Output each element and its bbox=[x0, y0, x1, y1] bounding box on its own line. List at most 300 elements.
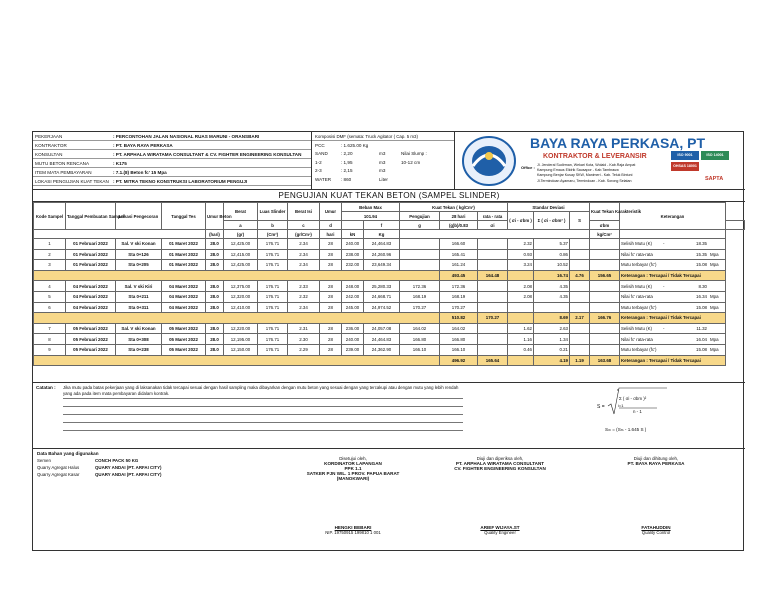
mix-unit: m3 bbox=[379, 168, 386, 174]
cell-berat: 12,425.00 bbox=[224, 260, 258, 271]
col-symbol: (g)b)/0.83 bbox=[440, 221, 478, 230]
cell-sum-sq: 0.86 bbox=[534, 249, 570, 260]
cell-pengujian bbox=[400, 239, 440, 250]
mix-unit: m3 bbox=[379, 159, 386, 165]
company-name: BAYA RAYA PERKASA, PT bbox=[530, 135, 706, 151]
certification-badge: ISO 14001 bbox=[701, 151, 729, 160]
formula-denominator: n - 1 bbox=[633, 409, 642, 414]
cell-rata bbox=[478, 344, 508, 355]
cell-28hari: 166.10 bbox=[440, 344, 478, 355]
col-berat: Berat bbox=[224, 203, 258, 221]
test-report-sheet bbox=[32, 131, 744, 551]
cell-lokasi: Sta 0+311 bbox=[116, 302, 162, 313]
certification-badge: ISO 9001 bbox=[671, 151, 699, 160]
cell-rata bbox=[478, 281, 508, 292]
cell-beban-kg: 24,464.83 bbox=[364, 239, 400, 250]
notes-label: Catatan : bbox=[36, 385, 56, 390]
subtotal-28hari: 493.45 bbox=[440, 270, 478, 281]
mix-material: WATER bbox=[315, 176, 332, 182]
unit-cell: kg/Cm² bbox=[590, 230, 620, 239]
cell-karakteristik bbox=[590, 323, 620, 334]
cell-s bbox=[570, 323, 590, 334]
keterangan-unit: Mpa bbox=[710, 294, 719, 300]
cell-sum-sq: 2.63 bbox=[534, 323, 570, 334]
cell-s bbox=[570, 344, 590, 355]
cell-umur: 28 bbox=[320, 281, 342, 292]
cell-keterangan bbox=[620, 323, 726, 334]
cell-umur: 28 bbox=[320, 302, 342, 313]
cell-beban-kg: 24,464.83 bbox=[364, 334, 400, 345]
material-label: Quarry Agregat Halus bbox=[37, 465, 80, 470]
cell-lokasi: Sta 0+238 bbox=[116, 344, 162, 355]
cell-diff: 0.46 bbox=[508, 344, 534, 355]
cell-berat-isi: 2.34 bbox=[288, 260, 320, 271]
cell-sum-sq: 10.52 bbox=[534, 260, 570, 271]
notes-text-1: Jika mutu pada batas pekerjaan yang di laksanakan tidak tercapai sesuai dengan hasil sampling maka dibayarkan dengan mutu beton yang sesuai dengan yang tercakupi atau dengan mutu yang lebih rendah bbox=[63, 385, 459, 390]
mix-note: Nilai Slump : bbox=[401, 151, 427, 157]
col-kuat-tekan: Kuat Tekan ( kg/Cm²) bbox=[400, 203, 508, 212]
cell-tgl-tes: 04 Maret 2022 bbox=[162, 291, 206, 302]
material-row bbox=[37, 472, 237, 479]
cell-s bbox=[570, 334, 590, 345]
cell-umur-beton: 28.0 bbox=[206, 302, 224, 313]
signer-2-signature bbox=[425, 525, 575, 535]
cell-beban-kn: 239.00 bbox=[342, 344, 364, 355]
cell-28hari: 170.27 bbox=[440, 302, 478, 313]
cell-kode: 8 bbox=[34, 334, 66, 345]
unit-cell: kN bbox=[342, 230, 364, 239]
cell-pengujian: 172.36 bbox=[400, 281, 440, 292]
cell-karakteristik bbox=[590, 344, 620, 355]
cell-tgl-pembuatan: 01 Februari 2022 bbox=[66, 260, 116, 271]
cell-keterangan bbox=[620, 249, 726, 260]
col-symbol bbox=[726, 221, 745, 230]
keterangan-sep: - bbox=[663, 283, 665, 289]
cell-beban-kg: 23,649.34 bbox=[364, 260, 400, 271]
sapta-logo: SAPTA bbox=[705, 176, 724, 182]
subtotal-spacer bbox=[508, 270, 534, 281]
subtotal-spacer bbox=[508, 313, 534, 324]
col-umur: Umur bbox=[320, 203, 342, 221]
keterangan-value: 16.34 bbox=[696, 294, 707, 300]
cell-keterangan bbox=[620, 281, 726, 292]
cell-berat-isi: 2.34 bbox=[288, 302, 320, 313]
unit-cell: (hari) bbox=[206, 230, 224, 239]
unit-cell: (Cm²) bbox=[258, 230, 288, 239]
mix-note: 10-12 cm bbox=[401, 159, 421, 165]
cell-luas: 176.71 bbox=[258, 302, 288, 313]
cell-berat-isi: 2.34 bbox=[288, 239, 320, 250]
cell-luas: 176.71 bbox=[258, 344, 288, 355]
signer-2-title: Quality Engineer bbox=[484, 530, 516, 535]
cell-sum-sq: 0.21 bbox=[534, 344, 570, 355]
project-info-row bbox=[33, 141, 311, 150]
material-value: QUARY ANDAI (PT. ARFAI CITY) bbox=[95, 465, 162, 470]
col-symbol: d bbox=[320, 221, 342, 230]
cell-s bbox=[570, 302, 590, 313]
cell-lokasi: Sal. V ski Konan bbox=[116, 323, 162, 334]
mix-material: PCC bbox=[315, 142, 325, 148]
cell-karakteristik bbox=[590, 239, 620, 250]
keterangan-sep: - bbox=[663, 241, 665, 247]
cell-tgl-pembuatan: 05 Februari 2022 bbox=[66, 323, 116, 334]
table-row bbox=[34, 291, 745, 302]
material-row bbox=[37, 458, 237, 465]
company-address-line: Jl.Termindoan Ayamaru, Termindoan - Kab. Sorong Selatan bbox=[537, 178, 632, 183]
keterangan-label: Mutu terbayar (fc') bbox=[621, 304, 657, 310]
company-emblem-icon bbox=[459, 134, 519, 188]
subtotal-karakteristik: 156.65 bbox=[590, 270, 620, 281]
col-keterangan: Keterangan bbox=[620, 203, 726, 230]
cell-karakteristik bbox=[590, 281, 620, 292]
keterangan-label: Nilai fc' rata-rata bbox=[621, 294, 653, 300]
formula-limit: i=1 bbox=[618, 403, 624, 408]
cell-tgl-tes: 01 Maret 2022 bbox=[162, 260, 206, 271]
cell-rata bbox=[478, 302, 508, 313]
keterangan-label: Nilai fc' rata-rata bbox=[621, 336, 653, 342]
subtotal-s: 4.76 bbox=[570, 270, 590, 281]
material-label: Quarry Agregat Kasar bbox=[37, 472, 80, 477]
note-line bbox=[63, 398, 463, 399]
mix-qty: : 2,15 bbox=[341, 168, 353, 174]
subtotal-karakteristik: 166.76 bbox=[590, 313, 620, 324]
cell-28hari: 166.80 bbox=[440, 334, 478, 345]
project-info-value: : K175 bbox=[113, 160, 127, 166]
signer-1-nip: NIP. 19750915 199810 1 001 bbox=[325, 530, 381, 535]
cell-kode: 1 bbox=[34, 239, 66, 250]
mix-qty: : 860 bbox=[341, 176, 352, 182]
col-symbol: f bbox=[364, 221, 400, 230]
cell-lokasi: Sta 0+211 bbox=[116, 291, 162, 302]
cell-kode: 3 bbox=[34, 260, 66, 271]
note-line bbox=[63, 406, 463, 407]
mix-material: 2-3 bbox=[315, 168, 322, 174]
cell-umur: 28 bbox=[320, 291, 342, 302]
cell-kode: 9 bbox=[34, 344, 66, 355]
mix-unit: Liter bbox=[379, 176, 388, 182]
cell-beban-kn: 232.00 bbox=[342, 260, 364, 271]
subtotal-spacer bbox=[508, 355, 534, 366]
cell-berat-isi: 2.34 bbox=[288, 249, 320, 260]
signer-3-name: FATAHUDDIN bbox=[641, 525, 671, 530]
cell-tgl-tes: 05 Maret 2022 bbox=[162, 323, 206, 334]
cell-28hari: 168.19 bbox=[440, 291, 478, 302]
company-subtitle: KONTRAKTOR & LEVERANSIR bbox=[543, 153, 647, 160]
cell-rata bbox=[478, 260, 508, 271]
subtotal-sum-sq: 16.74 bbox=[534, 270, 570, 281]
cell-tgl-pembuatan: 04 Februari 2022 bbox=[66, 291, 116, 302]
signer-2-org: PT. ARPHALA WIRATAMA CONSULTANT bbox=[455, 461, 545, 466]
cell-28hari: 164.02 bbox=[440, 323, 478, 334]
signer-1-name: HENGKI BEBARI bbox=[334, 525, 372, 530]
certification-badge: OHSAS 18001 bbox=[671, 162, 699, 171]
table-row bbox=[34, 323, 745, 334]
keterangan-value: 16.04 bbox=[696, 336, 707, 342]
col-berat-isi: Berat Isi bbox=[288, 203, 320, 221]
cell-karakteristik bbox=[590, 334, 620, 345]
cell-beban-kn: 240.00 bbox=[342, 334, 364, 345]
keterangan-label: Mutu terbayar (fc') bbox=[621, 347, 657, 353]
company-address-line: Kampung Emaus Elidrik Sausapor - Kab.Tambrauw bbox=[537, 168, 619, 173]
signer-3-role: Diuji dan dihitung oleh, bbox=[633, 456, 679, 461]
formula-numerator: Σ ( σi - σbm )² bbox=[619, 396, 647, 401]
project-info-label: ITEM MATA PEMBAYARAN bbox=[35, 169, 92, 175]
col-symbol: a bbox=[224, 221, 258, 230]
project-info-label: MUTU BETON RENCANA bbox=[35, 160, 90, 166]
material-value: QUARY ANDAI (PT. ARFAI CITY) bbox=[95, 472, 162, 477]
subtotal-sum-sq: 4.19 bbox=[534, 355, 570, 366]
cell-beban-kg: 24,974.52 bbox=[364, 302, 400, 313]
cell-berat-isi: 2.33 bbox=[288, 281, 320, 292]
cell-keterangan bbox=[620, 291, 726, 302]
cell-berat: 12,425.00 bbox=[224, 239, 258, 250]
keterangan-label: Nilai fc' rata-rata bbox=[621, 251, 653, 257]
unit-cell: Kg bbox=[364, 230, 400, 239]
cell-keterangan bbox=[620, 344, 726, 355]
formula-s: S = bbox=[597, 404, 605, 410]
cell-lokasi: Sta 0+126 bbox=[116, 249, 162, 260]
keterangan-value: 15.08 bbox=[696, 262, 707, 268]
cell-karakteristik bbox=[590, 302, 620, 313]
unit-cell: (gr) bbox=[224, 230, 258, 239]
cell-tgl-pembuatan: 04 Februari 2022 bbox=[66, 281, 116, 292]
cell-keterangan bbox=[620, 260, 726, 271]
unit-cell bbox=[620, 230, 726, 239]
col-symbol: σbm bbox=[590, 221, 620, 230]
col-kuat-tekan-karakteristik: Kuat Tekan Karakteristik bbox=[590, 203, 620, 221]
cell-kode: 2 bbox=[34, 249, 66, 260]
cell-sum-sq: 4.35 bbox=[534, 281, 570, 292]
cell-rata bbox=[478, 323, 508, 334]
cell-beban-kn: 242.00 bbox=[342, 291, 364, 302]
subtotal-28hari: 496.92 bbox=[440, 355, 478, 366]
company-address-line: Kampung Benjar Kusay SKW, Manimeri - Kab. Teluk Bintuni bbox=[537, 173, 633, 178]
unit-cell: hari bbox=[320, 230, 342, 239]
cell-pengujian: 168.19 bbox=[400, 291, 440, 302]
subtotal-row bbox=[34, 270, 745, 281]
signer-3-title: Quality Control bbox=[641, 530, 671, 535]
cell-sum-sq: 4.35 bbox=[534, 291, 570, 302]
cell-diff: 2.08 bbox=[508, 291, 534, 302]
cell-tgl-tes: 01 Maret 2022 bbox=[162, 239, 206, 250]
cell-berat-isi: 2.30 bbox=[288, 334, 320, 345]
col-symbol: c bbox=[288, 221, 320, 230]
keterangan-unit: Mpa bbox=[710, 262, 719, 268]
cell-28hari: 161.24 bbox=[440, 260, 478, 271]
subtotal-spacer bbox=[34, 355, 440, 366]
mix-row bbox=[315, 167, 454, 176]
cell-berat: 12,150.00 bbox=[224, 344, 258, 355]
cell-diff: 2.32 bbox=[508, 239, 534, 250]
keterangan-value: 11.32 bbox=[696, 326, 707, 332]
cell-berat: 12,375.00 bbox=[224, 281, 258, 292]
cell-lokasi: Sta 0+308 bbox=[116, 334, 162, 345]
mix-qty: : 1.625.00 Kg bbox=[341, 142, 369, 148]
cell-umur: 28 bbox=[320, 323, 342, 334]
subtotal-rata: 165.64 bbox=[478, 355, 508, 366]
formula-n: n bbox=[617, 387, 620, 392]
cell-umur-beton: 28.0 bbox=[206, 249, 224, 260]
keterangan-value: 8.30 bbox=[698, 283, 707, 289]
material-value: CONCH PACK 50 KG bbox=[95, 458, 139, 463]
cell-diff: 3.24 bbox=[508, 260, 534, 271]
mix-row bbox=[315, 150, 454, 159]
cell-beban-kn: 245.00 bbox=[342, 302, 364, 313]
kt-28hari: 28 hari bbox=[440, 212, 478, 221]
col-symbol: b bbox=[258, 221, 288, 230]
cell-berat: 12,415.00 bbox=[224, 249, 258, 260]
cell-umur: 28 bbox=[320, 334, 342, 345]
col-beban-max: Beban Max bbox=[342, 203, 400, 212]
keterangan-label: Mutu terbayar (fc') bbox=[621, 262, 657, 268]
cell-rata bbox=[478, 334, 508, 345]
col-symbol bbox=[342, 221, 364, 230]
cell-umur: 28 bbox=[320, 249, 342, 260]
cell-berat-isi: 2.31 bbox=[288, 323, 320, 334]
cell-luas: 176.71 bbox=[258, 334, 288, 345]
cell-rata bbox=[478, 249, 508, 260]
signer-3-signature bbox=[581, 525, 731, 535]
signer-3 bbox=[581, 456, 731, 466]
cell-pengujian bbox=[400, 249, 440, 260]
signer-1-org2: PPK 1.1 bbox=[344, 466, 362, 471]
cell-berat: 12,220.00 bbox=[224, 323, 258, 334]
cell-beban-kn: 236.00 bbox=[342, 323, 364, 334]
col-standar-deviasi: Standar Deviasi bbox=[508, 203, 590, 212]
cell-keterangan bbox=[620, 239, 726, 250]
cell-s bbox=[570, 291, 590, 302]
cell-berat-isi: 2.32 bbox=[288, 291, 320, 302]
project-info-row bbox=[33, 159, 311, 168]
col-tgl-tes: Tanggal Tes bbox=[162, 203, 206, 230]
cell-beban-kn: 248.00 bbox=[342, 281, 364, 292]
keterangan-value: 15.08 bbox=[696, 304, 707, 310]
project-info-row bbox=[33, 168, 311, 177]
subtotal-spacer bbox=[34, 313, 440, 324]
cell-keterangan bbox=[620, 302, 726, 313]
subtotal-keterangan: Keterangan : Tercapai / Tidak Tercapai bbox=[620, 355, 726, 366]
cell-umur: 28 bbox=[320, 344, 342, 355]
subtotal-keterangan: Keterangan : Tercapai / Tidak Tercapai bbox=[620, 313, 726, 324]
cell-keterangan bbox=[620, 334, 726, 345]
table-row bbox=[34, 334, 745, 345]
col-umur-beton: Umur Beton bbox=[206, 203, 224, 230]
project-info-value: : PT. ARPHALA WIRATAMA CONSULTANT & CV. FIGHTER ENGINEERING KONSULTAN bbox=[113, 151, 302, 157]
cell-s bbox=[570, 281, 590, 292]
cell-tgl-pembuatan: 04 Februari 2022 bbox=[66, 302, 116, 313]
cell-rata bbox=[478, 239, 508, 250]
signer-1-role: Disetujui oleh, bbox=[339, 456, 367, 461]
beban-factor: 101.94 bbox=[342, 212, 400, 221]
table-row bbox=[34, 249, 745, 260]
formula-characteristic: Sₘ = (Sₘ - 1.645 S ) bbox=[605, 427, 647, 432]
keterangan-value: 18.35 bbox=[696, 241, 707, 247]
cell-berat: 12,320.00 bbox=[224, 291, 258, 302]
cell-kode: 6 bbox=[34, 302, 66, 313]
mix-qty: : 2,20 bbox=[341, 151, 353, 157]
mix-composition bbox=[312, 132, 455, 189]
subtotal-s: 2.17 bbox=[570, 313, 590, 324]
signer-2 bbox=[425, 456, 575, 471]
col-symbol: g bbox=[400, 221, 440, 230]
cell-beban-kg: 24,057.08 bbox=[364, 323, 400, 334]
subtotal-rata: 164.48 bbox=[478, 270, 508, 281]
cell-tgl-tes: 01 Maret 2022 bbox=[162, 249, 206, 260]
table-header-row bbox=[34, 203, 745, 212]
cell-s bbox=[570, 239, 590, 250]
cell-kode: 4 bbox=[34, 281, 66, 292]
cell-s bbox=[570, 249, 590, 260]
cell-28hari: 166.60 bbox=[440, 239, 478, 250]
signer-1-org: KORDINATOR LAPANGAN bbox=[324, 461, 382, 466]
cell-tgl-pembuatan: 01 Februari 2022 bbox=[66, 249, 116, 260]
keterangan-unit: Mpa bbox=[710, 347, 719, 353]
cell-diff: 0.93 bbox=[508, 249, 534, 260]
cell-beban-kg: 24,668.71 bbox=[364, 291, 400, 302]
cell-diff bbox=[508, 302, 534, 313]
mix-material: SAND bbox=[315, 151, 328, 157]
cell-karakteristik bbox=[590, 291, 620, 302]
cell-umur-beton: 28.0 bbox=[206, 260, 224, 271]
cell-karakteristik bbox=[590, 260, 620, 271]
signer-3-org: PT. BAYA RAYA PERKASA bbox=[627, 461, 685, 466]
subtotal-keterangan: Keterangan : Tercapai / Tidak Tercapai bbox=[620, 270, 726, 281]
table-row bbox=[34, 344, 745, 355]
report-title: PENGUJIAN KUAT TEKAN BETON (SAMPEL SLINDER) bbox=[33, 189, 745, 202]
material-label: Semen bbox=[37, 458, 51, 463]
cell-beban-kg: 25,280.33 bbox=[364, 281, 400, 292]
subtotal-28hari: 510.82 bbox=[440, 313, 478, 324]
cell-sum-sq: 1.34 bbox=[534, 334, 570, 345]
cell-pengujian: 166.10 bbox=[400, 344, 440, 355]
project-info-row bbox=[33, 150, 311, 159]
cell-tgl-pembuatan: 05 Februari 2022 bbox=[66, 334, 116, 345]
cell-berat-isi: 2.29 bbox=[288, 344, 320, 355]
cell-s bbox=[570, 260, 590, 271]
signer-1-org4: (MANOKWARI) bbox=[336, 476, 370, 481]
cell-luas: 176.71 bbox=[258, 291, 288, 302]
cell-beban-kn: 240.00 bbox=[342, 239, 364, 250]
unit-cell: (gr/Cm³) bbox=[288, 230, 320, 239]
cell-beban-kg: 24,260.96 bbox=[364, 249, 400, 260]
cell-28hari: 165.41 bbox=[440, 249, 478, 260]
project-info-row bbox=[33, 132, 311, 141]
materials-title: Data Bahan yang digunakan bbox=[37, 451, 99, 456]
cell-diff: 1.16 bbox=[508, 334, 534, 345]
keterangan-unit: Mpa bbox=[710, 336, 719, 342]
cell-tgl-tes: 04 Maret 2022 bbox=[162, 302, 206, 313]
cell-karakteristik bbox=[590, 249, 620, 260]
kt-pengujian: Pengujian bbox=[400, 212, 440, 221]
table-row bbox=[34, 239, 745, 250]
cell-pengujian: 170.27 bbox=[400, 302, 440, 313]
sd-sum: Σ ( σi - σbm² ) bbox=[534, 212, 570, 230]
col-tgl-pembuatan: Tanggal Pembuatan Sampel bbox=[66, 203, 116, 230]
table-header-row bbox=[34, 230, 745, 239]
cell-pengujian bbox=[400, 260, 440, 271]
cell-lokasi: Sta 0+205 bbox=[116, 260, 162, 271]
cell-sum-sq bbox=[534, 302, 570, 313]
sd-s: S bbox=[570, 212, 590, 230]
subtotal-karakteristik: 163.68 bbox=[590, 355, 620, 366]
mix-unit: m3 bbox=[379, 151, 386, 157]
project-info-value: : 7.1.(8) Beton fc' 15 Mpa bbox=[113, 169, 167, 175]
cell-berat: 12,410.00 bbox=[224, 302, 258, 313]
subtotal-s: 1.19 bbox=[570, 355, 590, 366]
subtotal-spacer bbox=[34, 270, 440, 281]
sd-diff: ( σi - σbm ) bbox=[508, 212, 534, 230]
cell-umur: 28 bbox=[320, 260, 342, 271]
